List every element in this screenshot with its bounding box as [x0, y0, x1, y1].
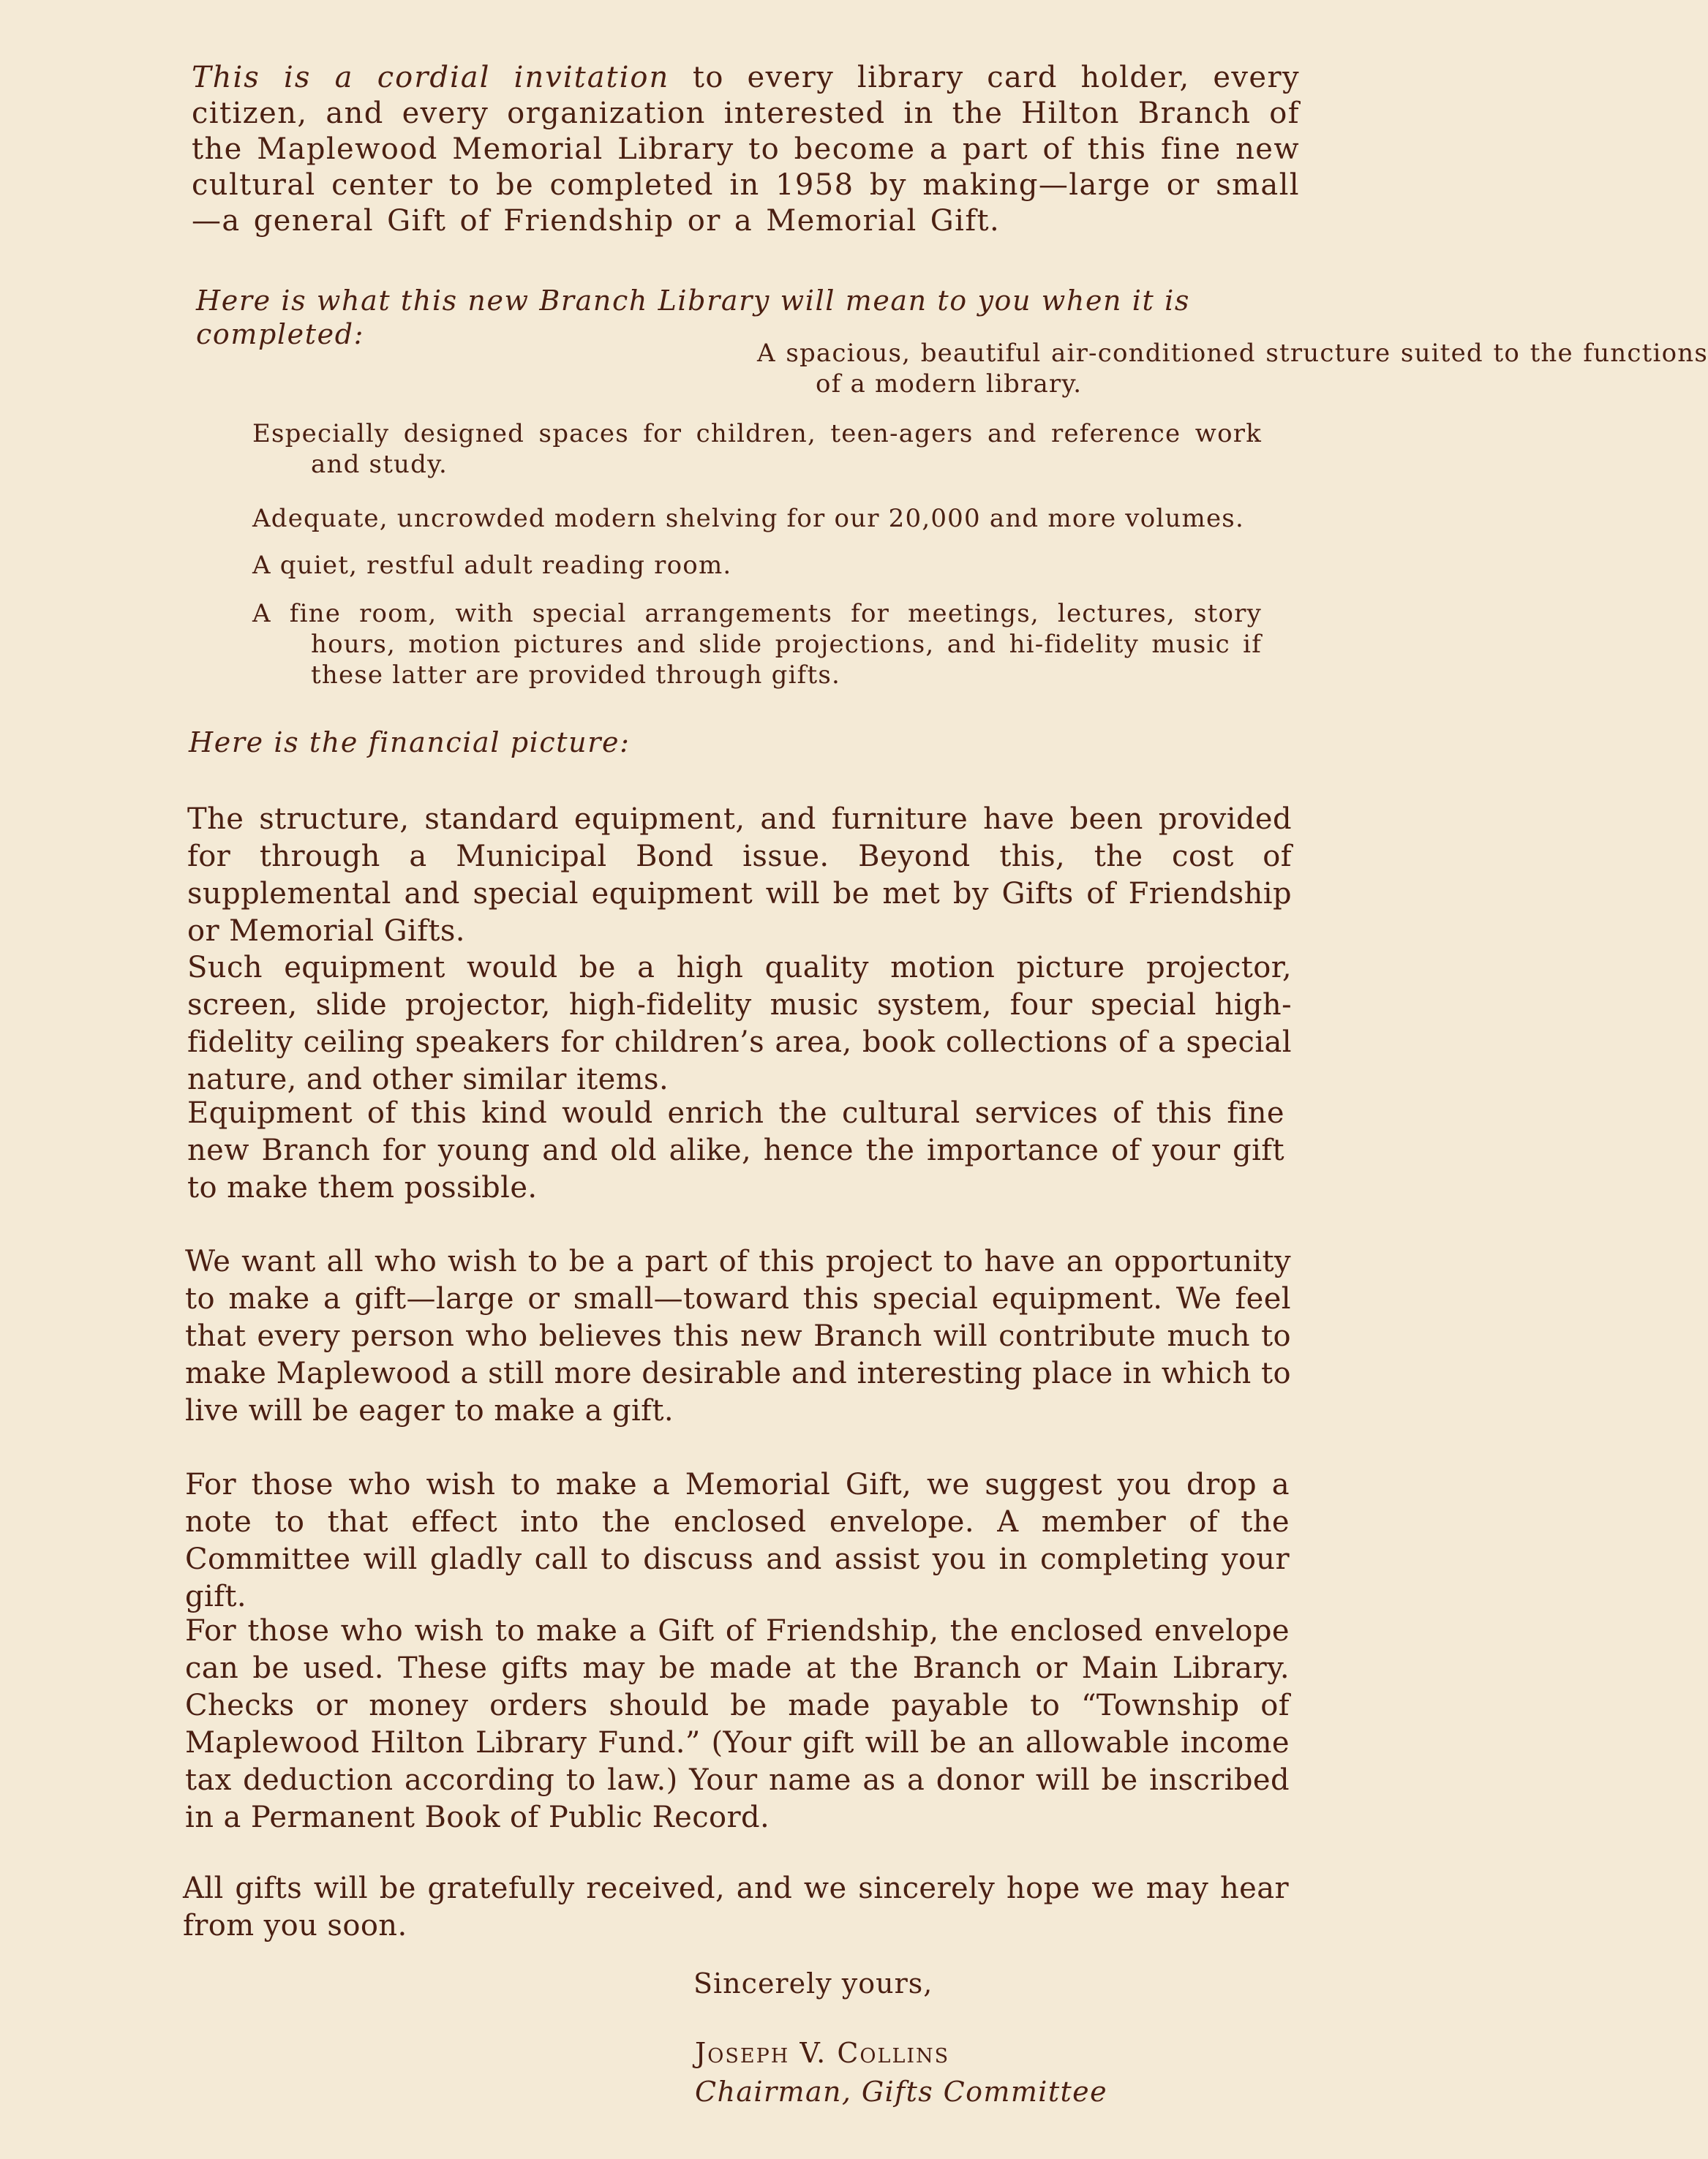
section-heading-financial: Here is the financial picture: [189, 726, 631, 758]
feature-text: A spacious, beautiful air-conditioned structure suited to the functions of a modern library. [757, 339, 1708, 399]
body-paragraph: For those who wish to make a Gift of Friendship, the enclosed envelope can be used. These gifts may be made at the Branch or Main Library. Checks or money orders should be made payable to “Township of Maplewood Hilton Library Fund.” (Your gift will be an allowable income tax deduction according to law.) Your name as a donor will be inscribed in a Permanent Book of Public Record. [185, 1614, 1290, 1834]
feature-text: Adequate, uncrowded modern shelving for our 20,000 and more volumes. [252, 504, 1244, 533]
body-paragraph: Such equipment would be a high quality motion picture projector, screen, slide projector, high-fidelity music system, four special high-fidelity ceiling speakers for children’s area, book collections of a special nature, and other similar items. [187, 951, 1292, 1096]
section-heading-benefits: Here is what this new Branch Library will mean to you when it is completed: [196, 285, 1190, 350]
body-paragraph: We want all who wish to be a part of this project to have an opportunity to make a gift—large or small—toward this special equipment. We feel that every person who believes this new Branch will contribute much to make Maplewood a still more desirable and interesting place in which to live will be eager to make a gift. [185, 1245, 1291, 1428]
signer-title: Chairman, Gifts Committee [695, 2076, 1107, 2108]
feature-item [252, 550, 1203, 581]
feature-text: Especially designed spaces for children, teen-agers and reference work and study. [252, 419, 1262, 479]
body-paragraph: The structure, standard equipment, and furniture have been provided for through a Municipal Bond issue. Beyond this, the cost of supplemental and special equipment will be met by Gifts of Friendship or Memorial Gifts. [187, 802, 1292, 948]
body-paragraph: All gifts will be gratefully received, and we sincerely hope we may hear from you soon. [183, 1872, 1289, 1943]
intro-lead: This is a cordial invitation [192, 61, 670, 94]
feature-item [252, 418, 1262, 480]
feature-item [252, 598, 1262, 690]
intro-text: to every library card holder, every citizen, and every organization interested in the Hilton Branch of the Maplewood Memorial Library to become a part of this fine new cultural center to be completed in 1958 by making—large or small—a general Gift of Friendship or a Memorial Gift. [192, 61, 1300, 238]
intro-paragraph [192, 60, 1300, 239]
feature-item [252, 503, 1276, 534]
closing-salutation: Sincerely yours, [693, 1967, 933, 2000]
body-paragraph: For those who wish to make a Memorial Gift, we suggest you drop a note to that effect into the enclosed envelope. A member of the Committee will gladly call to discuss and assist you in completing your gift. [185, 1468, 1290, 1613]
feature-text: A quiet, restful adult reading room. [252, 551, 732, 580]
body-paragraph: Equipment of this kind would enrich the cultural services of this fine new Branch for young and old alike, hence the importance of your gift to make them possible. [187, 1096, 1284, 1205]
feature-text: A fine room, with special arrangements for meetings, lectures, story hours, motion pictures and slide projections, and hi-fidelity music if these latter are provided through gifts. [252, 599, 1262, 690]
signer-name: Joseph V. Collins [695, 2037, 950, 2069]
